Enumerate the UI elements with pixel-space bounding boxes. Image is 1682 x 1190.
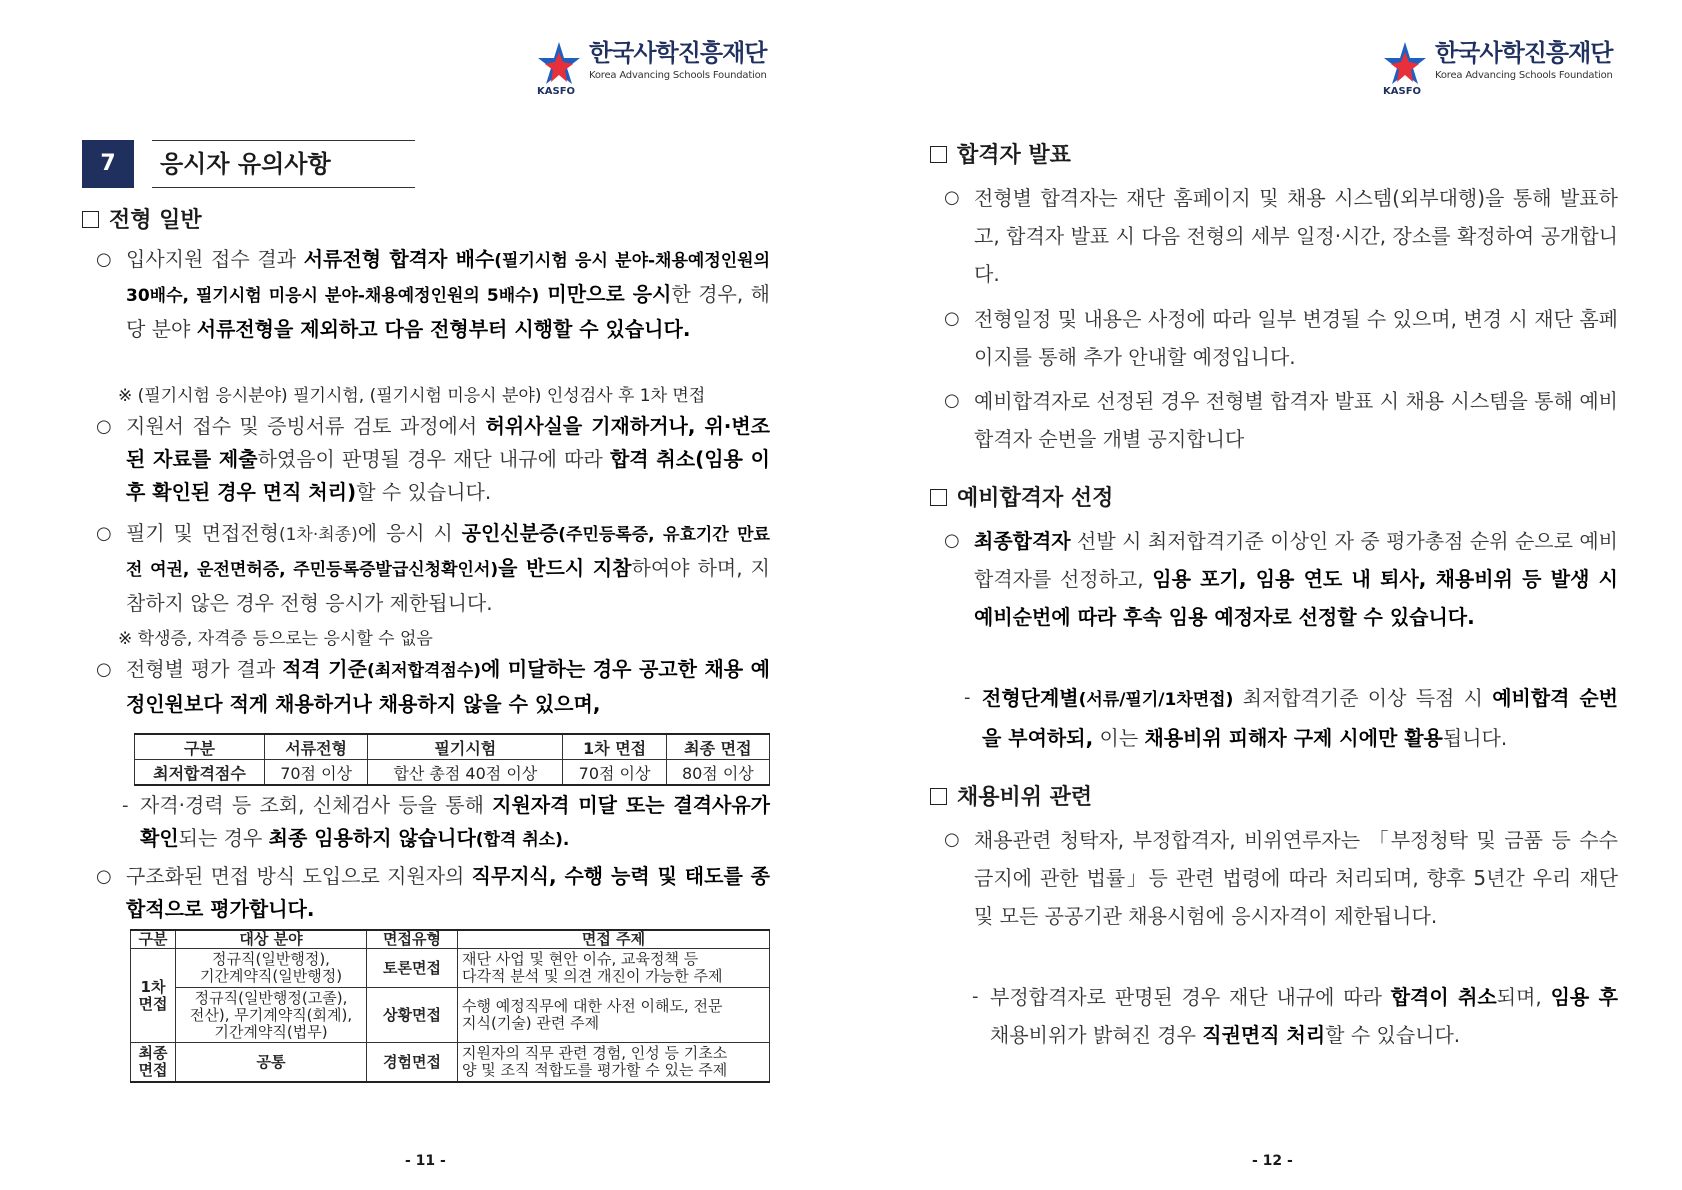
text: 최저합격기준 이상 득점 시 [1233, 686, 1493, 710]
text: 전형별 합격자는 재단 홈페이지 및 채용 시스템(외부대행)을 통해 발표하고, 합격자 발표 시 다음 전형의 세부 일정·시간, 장소를 확정하여 공개합니다. [974, 186, 1618, 286]
bold-text: 직권면직 처리 [1202, 1023, 1326, 1047]
table-header-cell: 필기시험 [368, 734, 563, 760]
logo-name: 한국사학진흥재단 [589, 39, 767, 67]
logo-abbr: KASFO [537, 86, 576, 97]
table-cell: 토론면접 [367, 949, 458, 988]
table-cell: 합산 총점 40점 이상 [368, 760, 563, 786]
subheading-text: 예비합격자 선정 [957, 486, 1114, 511]
table-header-cell: 구분 [131, 930, 176, 949]
text: 구조화된 면접 방식 도입으로 지원자의 [126, 864, 472, 888]
bold-text: 적격 기준 [282, 657, 367, 681]
table-cell: 최저합격점수 [135, 760, 265, 786]
table-header-row [131, 930, 770, 949]
bold-text: 합격이 취소 [1390, 985, 1497, 1009]
text: 하여야 하며, 지참하지 않은 경우 전형 응시가 제한됩니다. [126, 556, 770, 615]
bold-text: 허위사실을 기재하거나, 위·변조된 자료를 제출 [126, 414, 771, 471]
square-bullet-icon [930, 788, 947, 805]
text: 전형별 평가 결과 [126, 657, 283, 681]
circle-bullet-icon: ○ [944, 187, 960, 208]
table-header-cell: 1차 면접 [563, 734, 666, 760]
circle-bullet-icon: ○ [96, 249, 112, 270]
text: 되는 경우 [178, 826, 269, 850]
text: 지원서 접수 및 증빙서류 검토 과정에서 [126, 414, 486, 438]
paragraph-evaluation [96, 653, 770, 721]
dash-bullet: - [122, 795, 129, 816]
bold-text: (서류/필기/1차면접) [1078, 690, 1234, 710]
bold-text: 합격 취소(임용 이후 확인된 경우 면직 처리) [126, 447, 770, 504]
text: (1차·최종) [278, 525, 358, 545]
table-row [131, 1043, 770, 1083]
paragraph-reserve-1 [944, 522, 1618, 636]
logo-name: 한국사학진흥재단 [1435, 39, 1613, 67]
text: 예비합격자로 선정된 경우 전형별 합격자 발표 시 채용 시스템을 통해 예비합격자 순번을 개별 공지합니다 [974, 389, 1618, 451]
paragraph-announcement-3 [944, 382, 1618, 458]
dash-bullet: - [972, 986, 979, 1007]
bold-text: 에 미달하는 경우 공고한 채용 예정인원보다 적게 채용하거나 채용하지 않을 수 있으며, [126, 657, 770, 716]
bold-text: 채용비위 피해자 구제 시에만 활용 [1144, 726, 1443, 750]
bold-text: 서류전형을 제외하고 다음 전형부터 시행할 수 있습니다. [196, 317, 691, 341]
table-cell: 상황면접 [367, 988, 458, 1043]
circle-bullet-icon: ○ [944, 308, 960, 329]
text: 한 경우, 해당 분야 [126, 282, 770, 341]
table-cell: 70점 이상 [264, 760, 367, 786]
paragraph-announcement-2 [944, 300, 1618, 376]
table-cell: 정규직(일반행정), 기간계약직(일반행정) [176, 949, 367, 988]
table-header-cell: 구분 [135, 734, 265, 760]
logo [537, 38, 767, 98]
table-cell: 수행 예정직무에 대한 사전 이해도, 전문 지식(기술) 관련 주제 [458, 988, 770, 1043]
paragraph-false-info [96, 410, 771, 509]
logo [1383, 38, 1613, 98]
table-row [131, 949, 770, 988]
text: 전형일정 및 내용은 사정에 따라 일부 변경될 수 있으며, 변경 시 재단 홈페이지를 통해 추가 안내할 예정입니다. [974, 307, 1618, 369]
subheading-general [82, 203, 202, 234]
paragraph-misconduct-2 [972, 978, 1618, 1054]
square-bullet-icon [82, 211, 99, 228]
text: 자격·경력 등 조회, 신체검사 등을 통해 [140, 793, 493, 817]
text: 하였음이 판명될 경우 재단 내규에 따라 [257, 447, 610, 471]
bold-text: 임용 후 [1550, 985, 1618, 1009]
bold-text: 예비합격 순번을 부여하되, [982, 686, 1618, 750]
star-logo-icon [1383, 38, 1427, 98]
table-cell: 80점 이상 [666, 760, 769, 786]
table-header-cell: 최종 면접 [666, 734, 769, 760]
logo-subtitle: Korea Advancing Schools Foundation [589, 70, 767, 81]
text: 채용비위가 밝혀진 경우 [990, 1023, 1203, 1047]
min-score-table [134, 733, 770, 786]
table-header-cell: 면접 주제 [458, 930, 770, 949]
paragraph-id-card [96, 517, 770, 620]
square-bullet-icon [930, 489, 947, 506]
text: 됩니다. [1442, 726, 1508, 750]
text: 되며, [1496, 985, 1551, 1009]
note-2: ※ 학생증, 자격증 등으로는 응시할 수 없음 [118, 629, 433, 649]
subheading-announcement [930, 138, 1071, 169]
paragraph-announcement-1 [944, 179, 1618, 293]
bold-text: (최저합격점수) [366, 661, 482, 681]
bold-text: 공인신분증 [461, 521, 559, 545]
table-row [135, 760, 770, 786]
paragraph-applicant-ratio [96, 243, 771, 346]
table-cell: 경험면접 [367, 1043, 458, 1083]
bold-text: 임용 포기, 임용 연도 내 퇴사, 채용비위 등 발생 시 예비순번에 따라 후속 임용 예정자로 선정할 수 있습니다. [974, 567, 1618, 629]
circle-bullet-icon: ○ [96, 866, 112, 887]
table-cell: 70점 이상 [563, 760, 666, 786]
text: 입사지원 접수 결과 [126, 247, 304, 271]
page-number-right: - 12 - [1252, 1153, 1293, 1169]
text: 에 응시 시 [357, 521, 462, 545]
table-header-cell: 면접유형 [367, 930, 458, 949]
text: 부정합격자로 판명된 경우 재단 내규에 따라 [990, 985, 1391, 1009]
table-cell: 정규직(일반행정(고졸), 전산), 무기계약직(회계), 기간계약직(법무) [176, 988, 367, 1043]
subheading-text: 전형 일반 [109, 208, 202, 233]
table-cell: 공통 [176, 1043, 367, 1083]
bold-text: (합격 취소). [475, 830, 570, 850]
circle-bullet-icon: ○ [96, 523, 112, 544]
circle-bullet-icon: ○ [96, 659, 112, 680]
bold-text: (주민등록증, 유효기간 만료 전 여권, 운전면허증, 주민등록증발급신청확인서) [126, 525, 770, 580]
bold-text: 전형단계별 [982, 686, 1079, 710]
page-number-left: - 11 - [405, 1153, 446, 1169]
bold-text: 미만으로 응시 [539, 282, 672, 306]
square-bullet-icon [930, 146, 947, 163]
text: 이는 [1093, 726, 1145, 750]
section-title: 응시자 유의사항 [152, 140, 415, 188]
logo-subtitle: Korea Advancing Schools Foundation [1435, 70, 1613, 81]
subheading-reserve [930, 481, 1113, 512]
table-header-cell: 대상 분야 [176, 930, 367, 949]
table-cell: 지원자의 직무 관련 경험, 인성 등 기초소 양 및 조직 적합도를 평가할 수 있는 주제 [458, 1043, 770, 1083]
section-number: 7 [82, 140, 134, 188]
paragraph-misconduct-1 [944, 821, 1618, 935]
paragraph-interview [96, 860, 770, 926]
table-header-row [135, 734, 770, 760]
bold-text: 최종합격자 [974, 529, 1071, 553]
circle-bullet-icon: ○ [96, 416, 112, 437]
paragraph-disqualification [122, 789, 770, 857]
bold-text: 을 반드시 지참 [498, 556, 632, 580]
interview-table [130, 929, 770, 1083]
dash-bullet: - [964, 687, 971, 708]
subheading-text: 합격자 발표 [957, 143, 1071, 168]
subheading-text: 채용비위 관련 [957, 785, 1093, 810]
text: 선발 시 최저합격기준 이상인 자 중 평가총점 순위 순으로 예비합격자를 선정하고, [974, 529, 1618, 591]
table-cell: 1차 면접 [131, 949, 176, 1043]
note-1: ※ (필기시험 응시분야) 필기시험, (필기시험 미응시 분야) 인성검사 후 1차 면접 [118, 386, 706, 406]
circle-bullet-icon: ○ [944, 829, 960, 850]
bold-text: 지원자격 미달 또는 결격사유가 확인 [140, 793, 770, 850]
circle-bullet-icon: ○ [944, 390, 960, 411]
logo-abbr: KASFO [1383, 86, 1422, 97]
circle-bullet-icon: ○ [944, 530, 960, 551]
text: 채용관련 청탁자, 부정합격자, 비위연루자는 「부정청탁 및 금품 등 수수 금지에 관한 법률」등 관련 법령에 따라 처리되며, 향후 5년간 우리 재단 및 모든 공공기관 채용시험에 응시자격이 제한됩니다. [974, 828, 1618, 928]
text: 할 수 있습니다. [356, 480, 492, 504]
table-cell: 재단 사업 및 현안 이슈, 교육정책 등 다각적 분석 및 의견 개진이 가능한 주제 [458, 949, 770, 988]
star-logo-icon [537, 38, 581, 98]
section-header [82, 140, 407, 188]
bold-text: 직무지식, 수행 능력 및 태도를 종합적으로 평가합니다. [126, 864, 770, 921]
table-row [131, 988, 770, 1043]
text: 할 수 있습니다. [1325, 1023, 1461, 1047]
bold-text: (필기시험 응시 분야-채용예정인원의 30배수, 필기시험 미응시 분야-채용예정인원의 5배수) [126, 251, 771, 306]
paragraph-reserve-2 [964, 679, 1618, 757]
table-cell: 최종 면접 [131, 1043, 176, 1083]
table-header-cell: 서류전형 [264, 734, 367, 760]
subheading-misconduct [930, 780, 1092, 811]
text: 필기 및 면접전형 [126, 521, 279, 545]
bold-text: 최종 임용하지 않습니다 [268, 826, 476, 850]
bold-text: 서류전형 합격자 배수 [303, 247, 495, 271]
